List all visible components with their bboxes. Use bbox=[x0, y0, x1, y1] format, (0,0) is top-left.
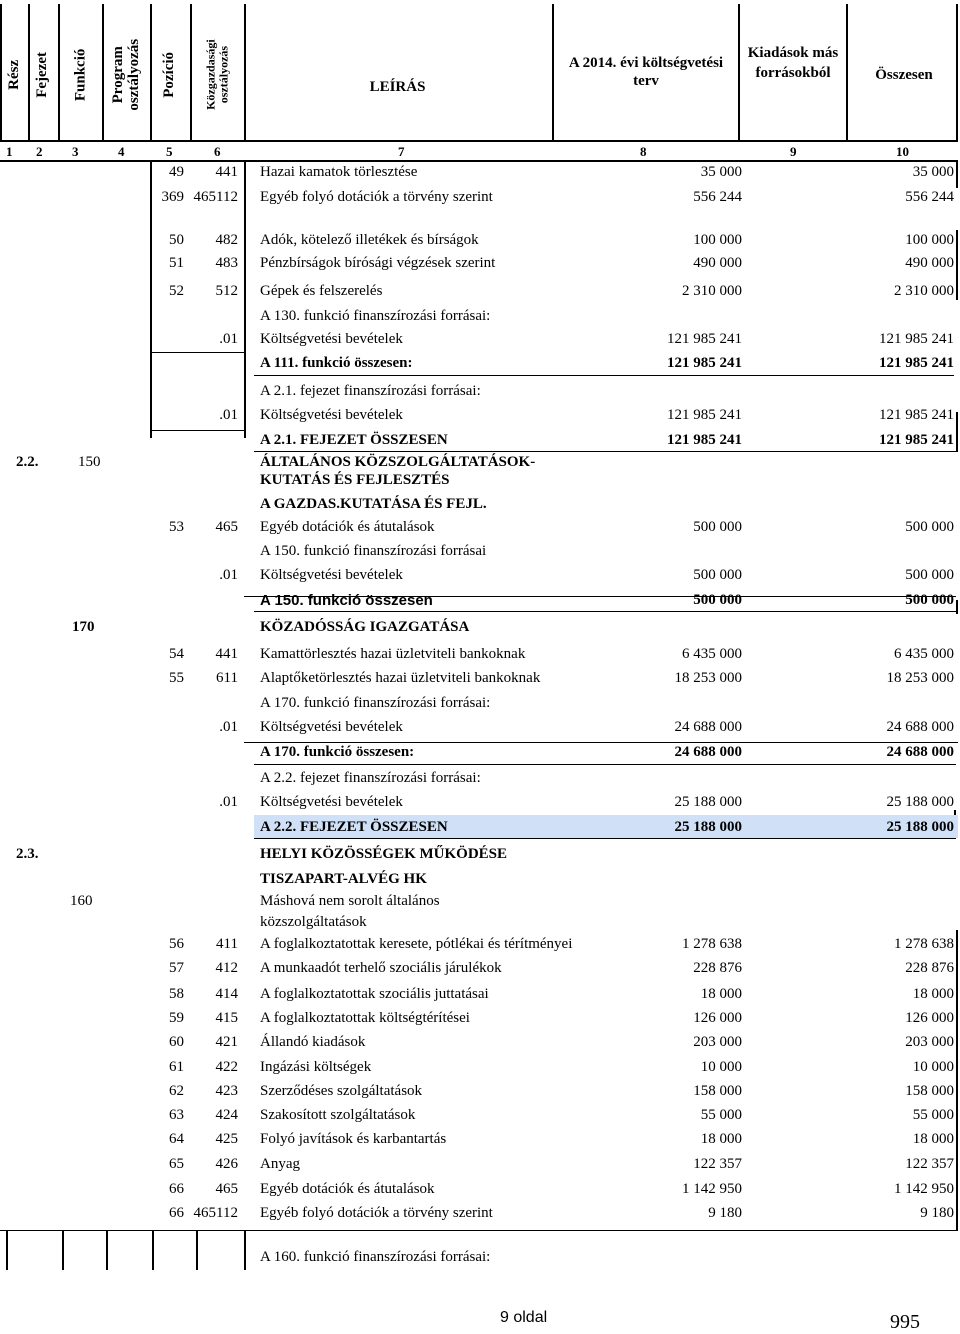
grid-line bbox=[244, 160, 246, 438]
header-col-terv: A 2014. évi költségvetési terv bbox=[568, 55, 724, 89]
grid-line bbox=[62, 1230, 64, 1270]
col-number: 8 bbox=[640, 144, 647, 159]
grid-line bbox=[956, 930, 958, 1230]
grid-line bbox=[244, 4, 246, 140]
col-number: 7 bbox=[398, 144, 405, 159]
page-number: 995 bbox=[890, 1311, 920, 1333]
grid-line bbox=[196, 1230, 198, 1270]
header-col-pozicio: Pozíció bbox=[161, 52, 178, 98]
grid-line bbox=[244, 742, 958, 743]
grid-line bbox=[102, 4, 104, 140]
grid-line bbox=[956, 412, 958, 452]
grid-line bbox=[738, 4, 740, 140]
grid-line bbox=[58, 4, 60, 140]
grid-line bbox=[956, 600, 958, 614]
table-header bbox=[0, 4, 960, 142]
grid-line bbox=[150, 430, 244, 431]
grid-line bbox=[956, 4, 958, 140]
grid-line bbox=[254, 764, 956, 765]
grid-line bbox=[0, 4, 2, 140]
col-number: 10 bbox=[896, 144, 909, 159]
col-number: 9 bbox=[790, 144, 797, 159]
col-number: 2 bbox=[36, 144, 43, 159]
col-number: 1 bbox=[6, 144, 13, 159]
grid-line bbox=[0, 1230, 958, 1231]
grid-line bbox=[254, 611, 956, 612]
budget-sheet: Rész Fejezet Funkció Program osztályozás Pozíció Közgazdasági osztályozás LEÍRÁS A 2014. évi költségvetési terv Kiadások más forrásokból Összesen 1 2 3 4 5 6 7 8 9 10 49 441 Hazai kamatok törlesztése 35 000 35 000 369 465112 Egyéb folyó dotációk a törvény szerint 556 244 556 244 50 482 Adók, kötelező illetékek és bírságok 100 000 100 000 51 483 Pénzbírságok bírósági végzések szerint 490 000 490 000 52 512 Gépek és felszerelés 2 310 000 2 310 000 A 130. funkció finanszírozási forrásai: .01 Költségvetési bevételek 121 985 241 121 985 241 A 111. funkció összesen: 121 985 241 121 985 241 A 2.1. fejezet finanszírozási forrásai: .01 Költségvetési bevételek 121 985 241 121 985 241 A 2.1. FEJEZET ÖSSZESEN 121 985 241 121 985 241 2.2. 150 ÁLTALÁNOS KÖZSZOLGÁLTATÁSOK- KUTATÁS ÉS FEJLESZTÉS A GAZDAS.KUTATÁSA ÉS FEJL. 53 465 Egyéb dotációk és átutalások 500 000 500 000 A 150. funkció finanszírozási forrásai .01 Költségvetési bevételek 500 000 500 000 A 150. funkció összesen 500 000 500 000 170 KÖZADÓSSÁG IGAZGATÁSA 54 441 Kamattörlesztés hazai üzletviteli bankoknak 6 435 000 6 435 000 55 611 Alaptőketörlesztés hazai üzletviteli bankoknak 18 253 000 18 253 000 A 170. funkció finanszírozási forrásai: .01 Költségvetési bevételek 24 688 000 24 688 000 A 170. funkció összesen: 24 688 000 24 688 000 A 2.2. fejezet finanszírozási forrásai: .01 Költségvetési bevételek 25 188 000 25 188 000 A 2.2. FEJEZET ÖSSZESEN 25 188 000 25 188 000 2.3. HELYI KÖZÖSSÉGEK MŰKÖDÉSE TISZAPART-ALVÉG HK 160 Máshová nem sorolt általános közszolgáltatások 56 411 A foglalkoztatottak keresete, pótlékai és térítményei 1 278 638 1 278 638 57 412 A munkaadót terhelő szociális járulékok 228 876 228 876 58 414 A foglalkoztatottak szociális juttatásai 18 000 18 000 59 415 A foglalkoztatottak költségtérítései 126 000 126 000 60 421 Állandó kiadások 203 000 203 000 61 422 Ingázási költségek 10 000 10 000 62 423 Szerződéses szolgáltatások 158 000 158 000 63 424 Szakosított szolgáltatások 55 000 55 000 64 425 Folyó javítások és karbantartás 18 000 18 000 65 426 Anyag 122 357 122 357 66 465 Egyéb dotációk és átutalások 1 142 950 1 142 950 66 465112 Egyéb folyó dotációk a törvény szerint 9 180 9 180 A 160. funkció finanszírozási forrásai: 9 oldal 995 bbox=[0, 0, 960, 1331]
header-col-osszesen: Összesen bbox=[875, 67, 933, 83]
grid-line bbox=[254, 838, 956, 839]
grid-line bbox=[106, 1230, 108, 1270]
col-number: 4 bbox=[118, 144, 125, 159]
header-col-kiadasok: Kiadások más forrásokból bbox=[747, 45, 839, 81]
page-label: 9 oldal bbox=[500, 1309, 548, 1326]
grid-line bbox=[150, 160, 152, 438]
grid-line bbox=[956, 160, 958, 188]
header-col-resz: Rész bbox=[6, 60, 23, 90]
header-col-kozgazdasagi: Közgazdasági osztályozás bbox=[203, 39, 231, 111]
header-col-leiras: LEÍRÁS bbox=[369, 79, 426, 95]
grid-line bbox=[846, 4, 848, 140]
col-number: 3 bbox=[72, 144, 79, 159]
grid-line bbox=[244, 1230, 246, 1270]
header-col-funkcio: Funkció bbox=[72, 48, 89, 102]
column-numbers-row bbox=[0, 144, 960, 160]
grid-line bbox=[152, 1230, 154, 1270]
header-col-fejezet: Fejezet bbox=[34, 52, 51, 98]
header-col-program: Program osztályozás bbox=[110, 39, 142, 111]
grid-line bbox=[0, 140, 958, 142]
grid-line bbox=[552, 4, 554, 140]
grid-line bbox=[190, 4, 192, 140]
grid-line bbox=[254, 451, 956, 452]
grid-line bbox=[0, 160, 958, 162]
grid-line bbox=[150, 352, 244, 353]
grid-line bbox=[6, 1230, 8, 1270]
col-number: 5 bbox=[166, 144, 173, 159]
grid-line bbox=[150, 4, 152, 140]
col-number: 6 bbox=[214, 144, 221, 159]
grid-line bbox=[956, 230, 958, 300]
grid-line bbox=[254, 375, 954, 376]
grid-line bbox=[28, 4, 30, 140]
